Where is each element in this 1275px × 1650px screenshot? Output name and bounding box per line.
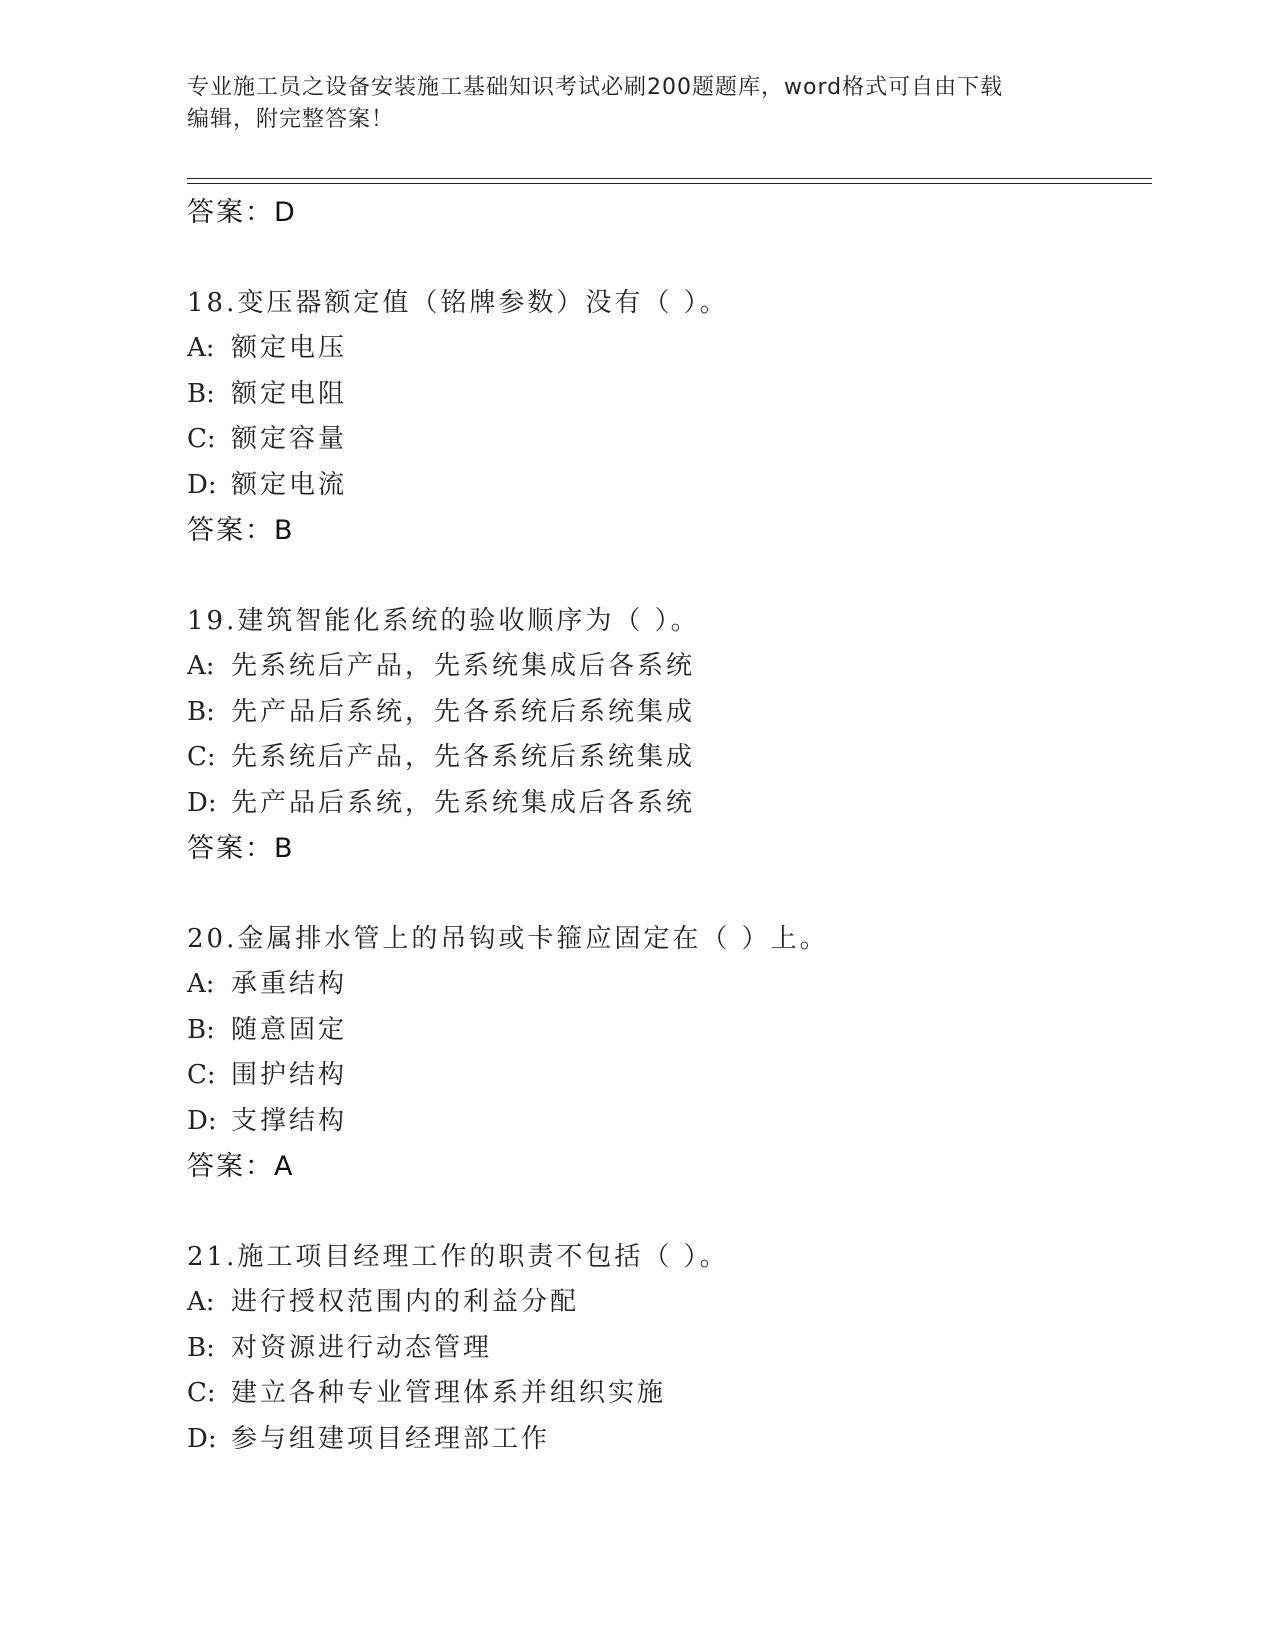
option-b bbox=[187, 690, 1147, 736]
option-c bbox=[187, 1371, 1147, 1417]
option-text: 围护结构 bbox=[231, 1060, 348, 1090]
option-text: 承重结构 bbox=[231, 969, 348, 999]
option-text: 进行授权范围内的利益分配 bbox=[231, 1287, 580, 1317]
question-stem: 21.施工项目经理工作的职责不包括（ ）。 bbox=[187, 1242, 729, 1272]
option-d bbox=[187, 1417, 1147, 1463]
option-letter: C: bbox=[187, 742, 216, 772]
spacer bbox=[187, 235, 1147, 281]
option-text: 先系统后产品，先各系统后系统集成 bbox=[231, 742, 696, 772]
spacer bbox=[187, 553, 1147, 599]
question-stem: 18.变压器额定值（铭牌参数）没有（ ）。 bbox=[187, 288, 729, 318]
header-divider-top bbox=[187, 178, 1152, 179]
option-text: 额定电压 bbox=[231, 333, 348, 363]
option-a bbox=[187, 962, 1147, 1008]
option-text: 参与组建项目经理部工作 bbox=[231, 1423, 551, 1454]
option-b bbox=[187, 1326, 1147, 1372]
option-c bbox=[187, 1053, 1147, 1099]
option-letter: D: bbox=[187, 1423, 217, 1454]
option-letter: D: bbox=[187, 787, 217, 818]
option-letter: A: bbox=[187, 1287, 215, 1317]
question-list bbox=[187, 190, 1147, 1462]
option-d bbox=[187, 463, 1147, 509]
option-d bbox=[187, 781, 1147, 827]
option-a bbox=[187, 644, 1147, 690]
option-d bbox=[187, 1099, 1147, 1145]
option-text: 先产品后系统，先系统集成后各系统 bbox=[231, 787, 696, 818]
answer-line bbox=[187, 826, 1147, 871]
option-text: 随意固定 bbox=[231, 1014, 348, 1045]
option-letter: D: bbox=[187, 1105, 217, 1136]
option-text: 对资源进行动态管理 bbox=[231, 1332, 493, 1363]
option-text: 额定电流 bbox=[231, 469, 348, 500]
option-text: 额定容量 bbox=[231, 424, 348, 454]
answer-line bbox=[187, 1144, 1147, 1189]
option-letter: B: bbox=[187, 378, 215, 409]
header-divider-bottom bbox=[187, 183, 1152, 184]
answer-label: 答案： bbox=[187, 833, 274, 864]
answer-value: D bbox=[274, 197, 295, 228]
option-letter: C: bbox=[187, 424, 216, 454]
option-text: 额定电阻 bbox=[231, 378, 348, 409]
option-b bbox=[187, 1008, 1147, 1054]
option-letter: B: bbox=[187, 1332, 215, 1363]
answer-value: B bbox=[274, 833, 293, 864]
header-title-line-1: 专业施工员之设备安装施工基础知识考试必刷200题题库，word格式可自由下载 bbox=[187, 75, 1004, 100]
option-c bbox=[187, 417, 1147, 463]
option-letter: A: bbox=[187, 651, 215, 681]
option-text: 建立各种专业管理体系并组织实施 bbox=[231, 1378, 667, 1408]
answer-value: B bbox=[274, 515, 293, 546]
answer-value: A bbox=[274, 1151, 293, 1182]
option-letter: A: bbox=[187, 333, 215, 363]
question-stem: 20.金属排水管上的吊钩或卡箍应固定在（ ）上。 bbox=[187, 924, 829, 954]
spacer bbox=[187, 871, 1147, 917]
option-text: 支撑结构 bbox=[231, 1105, 348, 1136]
option-a bbox=[187, 326, 1147, 372]
option-letter: C: bbox=[187, 1378, 216, 1408]
option-letter: B: bbox=[187, 1014, 215, 1045]
option-letter: B: bbox=[187, 696, 215, 727]
option-letter: C: bbox=[187, 1060, 216, 1090]
option-letter: D: bbox=[187, 469, 217, 500]
option-a bbox=[187, 1280, 1147, 1326]
question-stem: 19.建筑智能化系统的验收顺序为（ ）。 bbox=[187, 606, 700, 636]
option-b bbox=[187, 372, 1147, 418]
option-c bbox=[187, 735, 1147, 781]
answer-label: 答案： bbox=[187, 197, 274, 228]
answer-label: 答案： bbox=[187, 1151, 274, 1182]
option-text: 先系统后产品，先系统集成后各系统 bbox=[231, 651, 696, 681]
answer-line bbox=[187, 508, 1147, 553]
answer-line bbox=[187, 190, 1147, 235]
option-letter: A: bbox=[187, 969, 215, 999]
answer-label: 答案： bbox=[187, 515, 274, 546]
header-title-line-2: 编辑，附完整答案！ bbox=[187, 107, 395, 132]
option-text: 先产品后系统，先各系统后系统集成 bbox=[231, 696, 696, 727]
document-header bbox=[187, 72, 1067, 136]
spacer bbox=[187, 1189, 1147, 1235]
